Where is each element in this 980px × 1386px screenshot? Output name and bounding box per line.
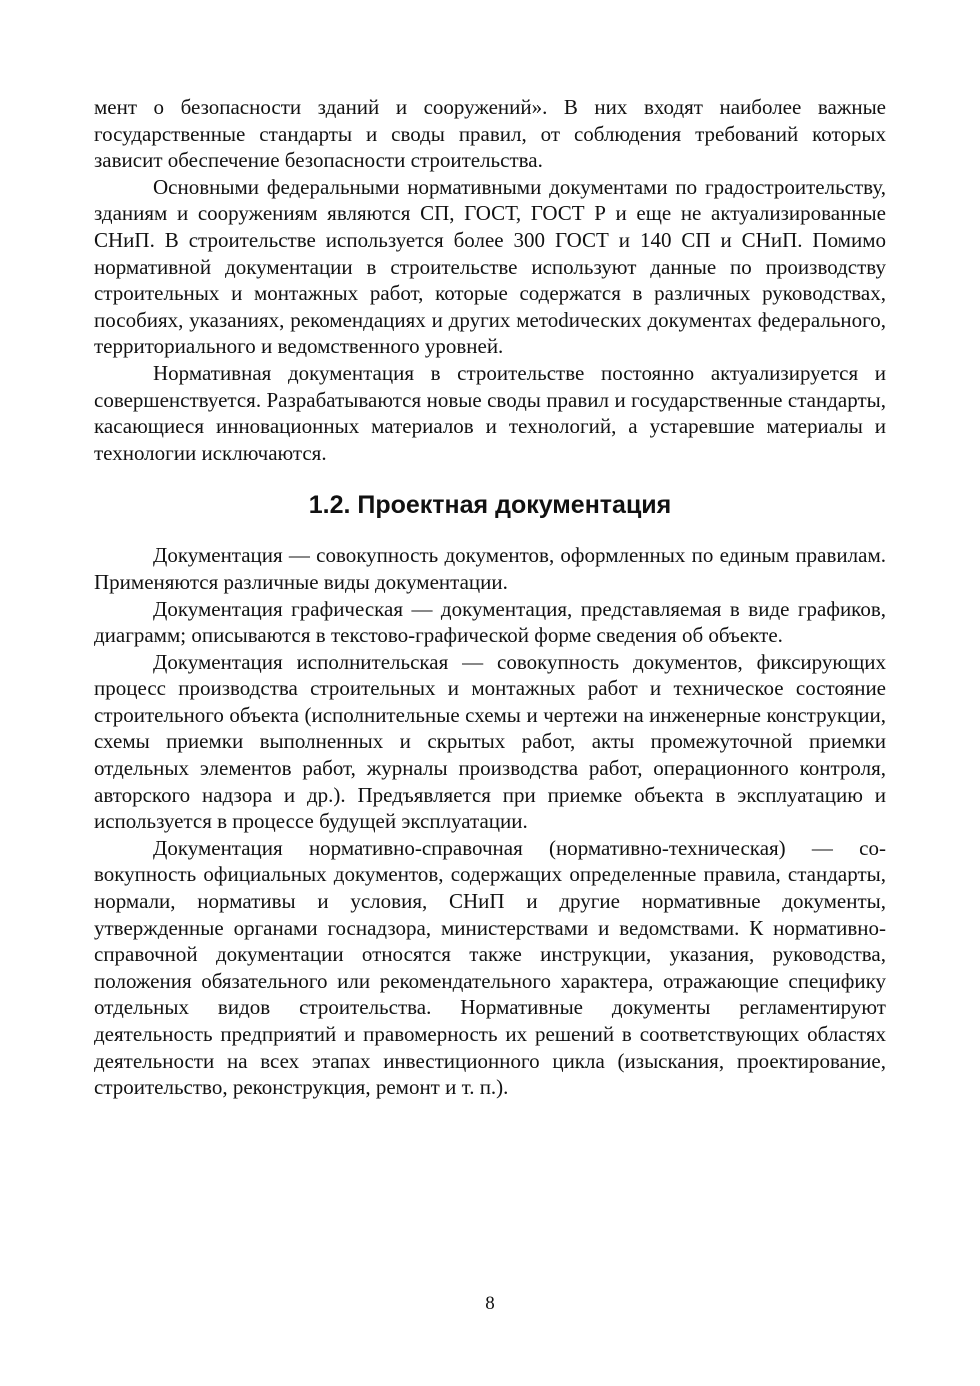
paragraph-documentation-definition: Документация — совокупность документов, оформленных по единым правилам. Применяются различные виды документации. xyxy=(94,543,886,594)
paragraph-executive-documentation: Документация исполнительская — совокупность документов, фиксирующих процесс производства строительных и монтажных работ и техническое состояние строительного объекта (исполнительные схемы и чертежи на инженерные конструкции, схемы приемки выполненных и скрытых работ, акты промежуточной приемки отдельных элементов работ, журналы производства работ, операционного контроля, авторского надзора и др.). Предъявляется при приемке объекта в эксплуатацию и используется в процессе будущей эксплуатации. xyxy=(94,649,886,834)
paragraph-graphic-documentation: Документация графическая — документация, представляемая в виде графиков, диаграмм; описываются в текстово-графической форме сведения об объекте. xyxy=(94,596,886,648)
paragraph-federal-documents: Основными федеральными нормативными документами по градостроительству, зданиям и сооружениям являются СП, ГОСТ, ГОСТ Р и еще не актуализированные СНиП. В строительстве используется более 300 ГОСТ и 140 СП и СНиП. Помимо нормативной документации в строительстве используют данные по производству строительных и монтажных работ, которые содержатся в различных руководствах, пособиях, указаниях, рекомендациях и других метоdических документах федерального, территориального и ведомственного уровней. xyxy=(94,174,886,359)
document-page xyxy=(94,94,886,1101)
paragraph-continuation: мент о безопасности зданий и сооружений». В них входят наиболее важные государственные стандарты и своды правил, от соблюдения требований которых зависит обеспечение безопасности строительства. xyxy=(94,95,886,173)
section-heading: 1.2. Проектная документация xyxy=(308,491,672,520)
page-number: 8 xyxy=(485,1293,495,1314)
paragraph-normative-documentation: Документация нормативно-справочная (нормативно-техническая) — совокупность официальных документов, содержащих определенные правила, стандарты, нормали, нормативы и условия, СНиП и другие нормативные документы, утвержденные органами госнадзора, министерствами и ведомствами. К нормативно-справочной документации относятся также инструкции, указания, руководства, положения обязательного или рекомендательного характера, отражающие специфику отдельных видов строительства. Нормативные документы регламентируют деятельность предприятий и правомерность их решений в соответствующих областях деятельности на всех этапах инвестиционного цикла (изыскания, проектирование, строительство, реконструкция, ремонт и т. п.). xyxy=(94,835,886,1100)
paragraph-documentation-updates: Нормативная документация в строительстве постоянно актуализируется и совершенствуется. Разрабатываются новые своды правил и государственные стандарты, касающиеся инновационных материалов и технологий, а устаревшие материалы и технологии исключаются. xyxy=(94,360,886,465)
